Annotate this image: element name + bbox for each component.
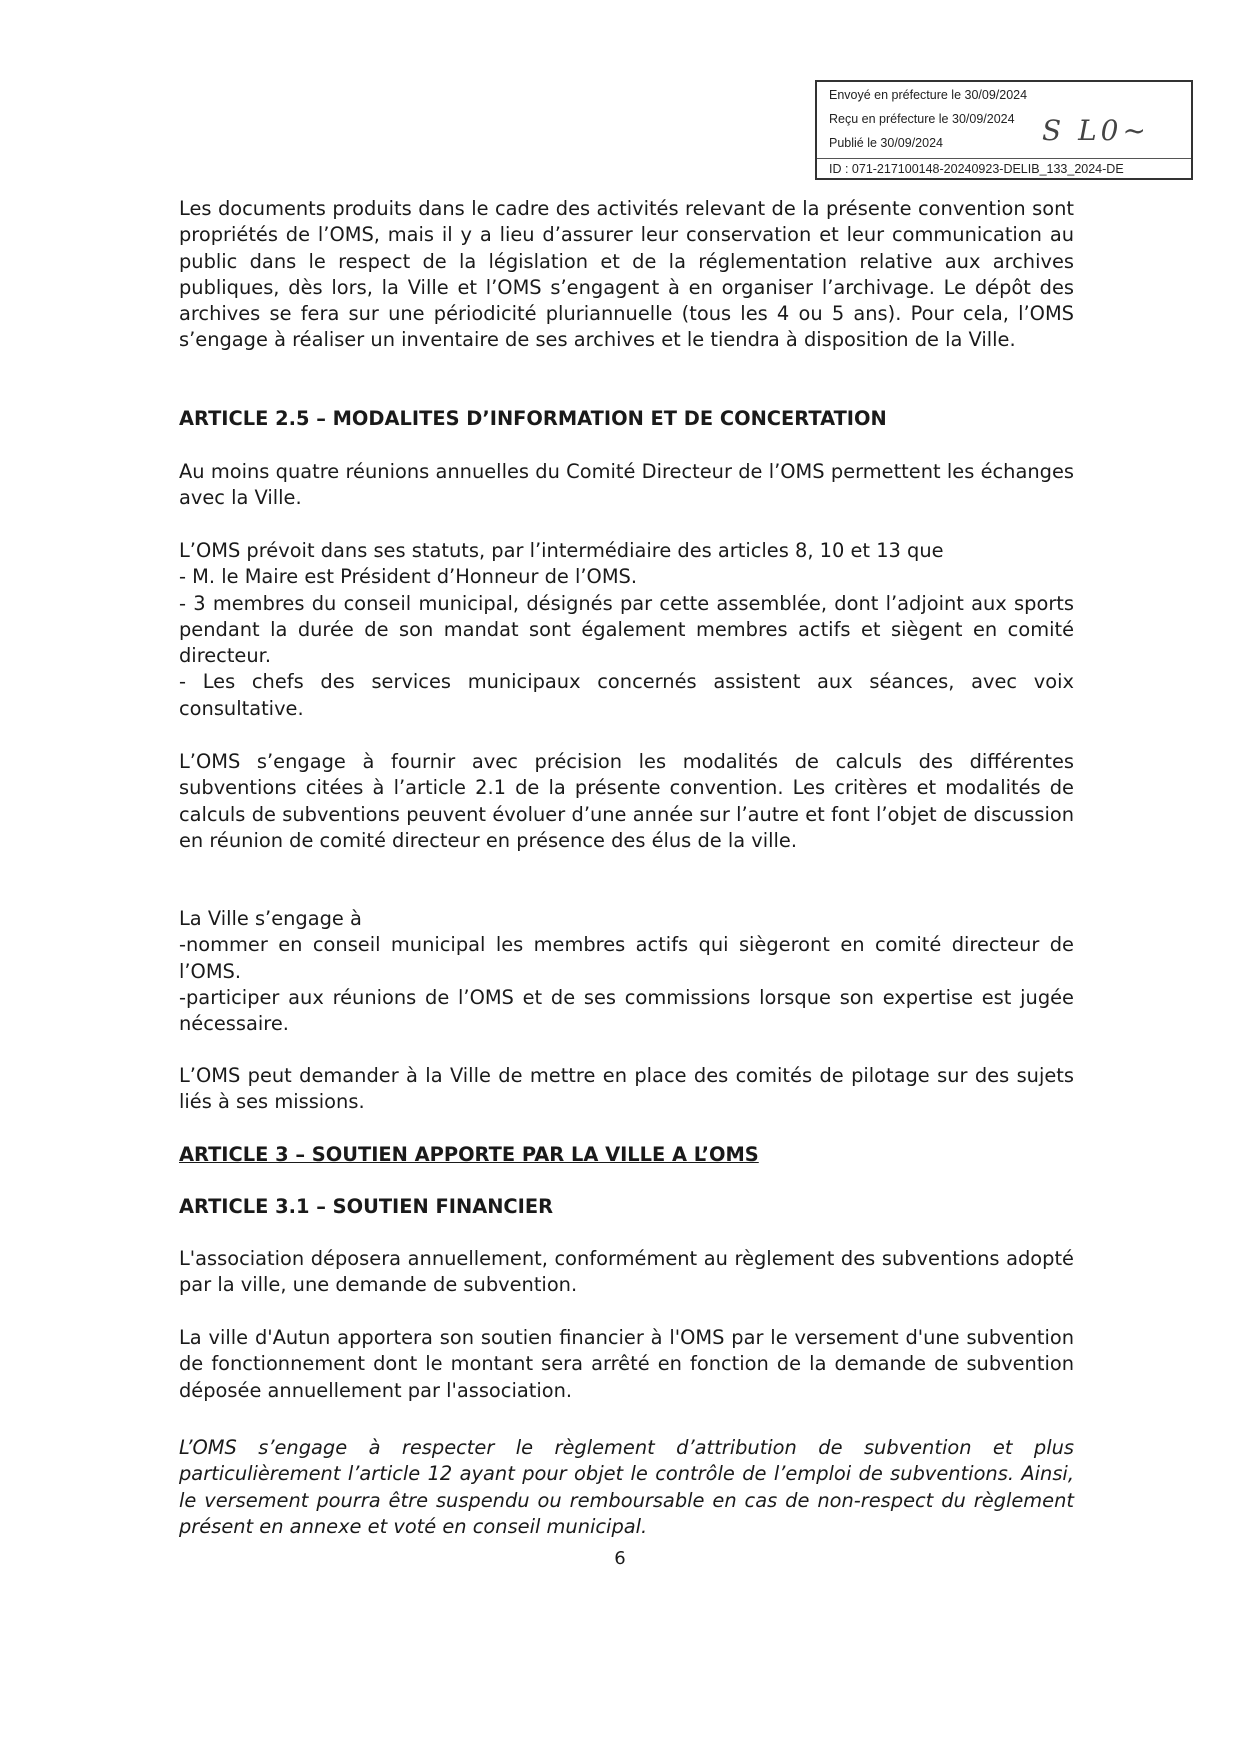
article-3-1-p2: La ville d'Autun apportera son soutien financier à l'OMS par le versement d'une subvention de fonctionnement dont le montant sera arrêté en fonction de la demande de subvention déposée annuellement par l'association.: [179, 1326, 1074, 1402]
statuts-item: - M. le Maire est Président d’Honneur de l’OMS.: [179, 565, 638, 589]
signature: S L0~: [1042, 114, 1150, 147]
article-2-5-p2: [179, 538, 1074, 722]
statuts-intro: L’OMS prévoit dans ses statuts, par l’intermédiaire des articles 8, 10 et 13 que: [179, 539, 944, 562]
statuts-item: - 3 membres du conseil municipal, désignés par cette assemblée, dont l’adjoint aux sports pendant la durée de son mandat sont également membres actifs et siègent en comité directeur.: [179, 591, 1074, 668]
article-2-5-p1: Au moins quatre réunions annuelles du Comité Directeur de l’OMS permettent les échanges avec la Ville.: [179, 460, 1074, 510]
article-2-5-p5: L’OMS peut demander à la Ville de mettre en place des comités de pilotage sur des sujets liés à ses missions.: [179, 1064, 1074, 1114]
article-3-1-p1: L'association déposera annuellement, conformément au règlement des subventions adopté par la ville, une demande de subvention.: [179, 1247, 1074, 1297]
article-3-1-heading: ARTICLE 3.1 – SOUTIEN FINANCIER: [179, 1195, 554, 1218]
ville-intro: La Ville s’engage à: [179, 907, 362, 930]
stamp-id: ID : 071-217100148-20240923-DELIB_133_2024-DE: [829, 162, 1124, 176]
article-2-5-p3: L’OMS s’engage à fournir avec précision les modalités de calculs des différentes subventions citées à l’article 2.1 de la présente convention. Les critères et modalités de calculs de subventions peuvent évoluer d’une année sur l’autre et font l’objet de discussion en réunion de comité directeur en présence des élus de la ville.: [179, 750, 1074, 852]
article-2-5-heading: ARTICLE 2.5 – MODALITES D’INFORMATION ET DE CONCERTATION: [179, 407, 887, 430]
ville-item: -nommer en conseil municipal les membres actifs qui siègeront en comité directeur de l’OMS.: [179, 933, 1074, 983]
article-3-1-p3: L’OMS s’engage à respecter le règlement d’attribution de subvention et plus particulièrement l’article 12 ayant pour objet le contrôle de l’emploi de subventions. Ainsi, le versement pourra être suspendu ou remboursable en cas de non-respect du règlement présent en annexe et voté en conseil municipal.: [179, 1436, 1074, 1538]
stamp-sent: Envoyé en préfecture le 30/09/2024: [829, 88, 1028, 102]
statuts-item: - Les chefs des services municipaux concernés assistent aux séances, avec voix consultative.: [179, 670, 1074, 720]
stamp-divider: [817, 158, 1191, 159]
stamp-published: Publié le 30/09/2024: [829, 136, 943, 150]
prefecture-stamp: [815, 80, 1193, 180]
ville-item: -participer aux réunions de l’OMS et de ses commissions lorsque son expertise est jugée nécessaire.: [179, 985, 1074, 1036]
stamp-received: Reçu en préfecture le 30/09/2024: [829, 112, 1015, 126]
intro-paragraph: Les documents produits dans le cadre des activités relevant de la présente convention sont propriétés de l’OMS, mais il y a lieu d’assurer leur conservation et leur communication au public dans le respect de la législation et de la réglementation relative aux archives publiques, dès lors, la Ville et l’OMS s’engagent à en organiser l’archivage. Le dépôt des archives se fera sur une périodicité pluriannuelle (tous les 4 ou 5 ans). Pour cela, l’OMS s’engage à réaliser un inventaire de ses archives et le tiendra à disposition de la Ville.: [179, 197, 1074, 352]
article-3-heading: ARTICLE 3 – SOUTIEN APPORTE PAR LA VILLE A L’OMS: [179, 1143, 759, 1166]
page-number: 6: [614, 1548, 626, 1569]
article-2-5-p4: [179, 906, 1074, 1037]
